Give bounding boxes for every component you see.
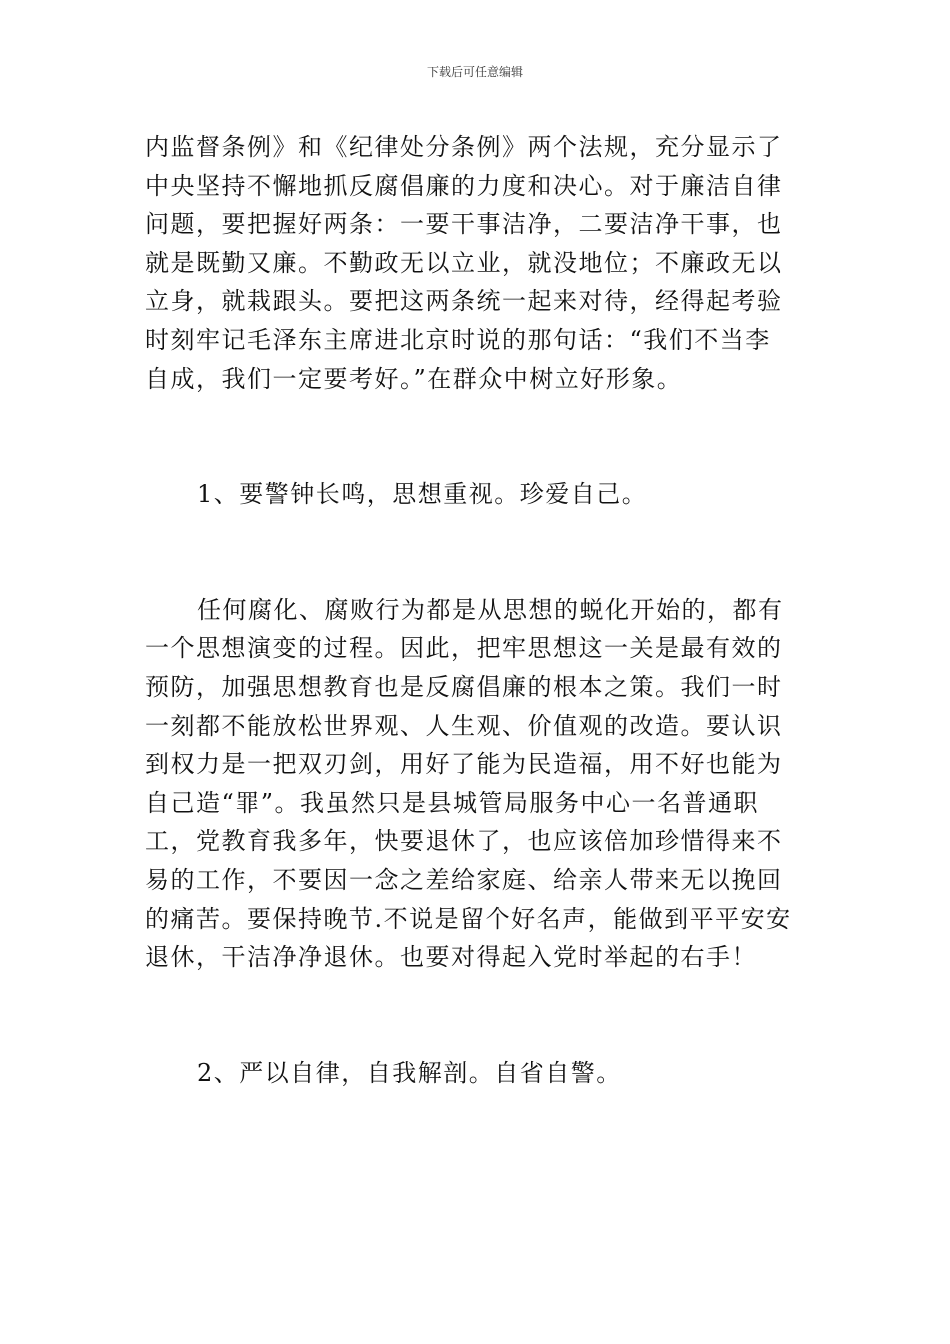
document-body	[145, 128, 810, 1092]
heading-line: 2、严以自律，自我解剖。自省自警。	[197, 1058, 622, 1087]
text-line: 立身，就栽跟头。要把这两条统一起来对待，经得起考验	[145, 287, 783, 316]
text-line: 一刻都不能放松世界观、人生观、价值观的改造。要认识	[145, 711, 783, 740]
text-line: 任何腐化、腐败行为都是从思想的蜕化开始的，都有	[197, 595, 784, 624]
text-line: 就是既勤又廉。不勤政无以立业，就没地位；不廉政无以	[145, 248, 783, 277]
section-heading-1	[145, 475, 810, 514]
text-line: 时刻牢记毛泽东主席进北京时说的那句话：“我们不当李	[145, 325, 771, 354]
text-line: 自己造“罪”。我虽然只是县城管局服务中心一名普通职	[145, 788, 760, 817]
section-heading-2	[145, 1054, 810, 1093]
text-line: 的痛苦。要保持晚节.不说是留个好名声，能做到平平安安	[145, 904, 792, 933]
text-line: 到权力是一把双刃剑，用好了能为民造福，用不好也能为	[145, 750, 783, 779]
text-line: 中央坚持不懈地抓反腐倡廉的力度和决心。对于廉洁自律	[145, 171, 783, 200]
text-line: 易的工作，不要因一念之差给家庭、给亲人带来无以挽回	[145, 865, 783, 894]
text-line: 退休，干洁净净退休。也要对得起入党时举起的右手！	[145, 943, 757, 972]
heading-line: 1、要警钟长鸣，思想重视。珍爱自己。	[197, 480, 648, 509]
paragraph-spacer	[145, 977, 810, 1054]
paragraph-spacer	[145, 514, 810, 591]
paragraph-spacer	[145, 398, 810, 475]
text-line: 工，党教育我多年，快要退休了，也应该倍加珍惜得来不	[145, 827, 783, 856]
paragraph-discipline	[145, 128, 810, 398]
text-line: 自成，我们一定要考好。”在群众中树立好形象。	[145, 364, 683, 393]
text-line: 预防，加强思想教育也是反腐倡廉的根本之策。我们一时	[145, 672, 783, 701]
paragraph-thought	[145, 591, 810, 977]
text-line: 问题，要把握好两条：一要干事洁净，二要洁净干事，也	[145, 210, 783, 239]
page-header: 下载后可任意编辑	[426, 65, 523, 79]
text-line: 内监督条例》和《纪律处分条例》两个法规，充分显示了	[145, 133, 783, 161]
text-line: 一个思想演变的过程。因此，把牢思想这一关是最有效的	[145, 634, 783, 663]
